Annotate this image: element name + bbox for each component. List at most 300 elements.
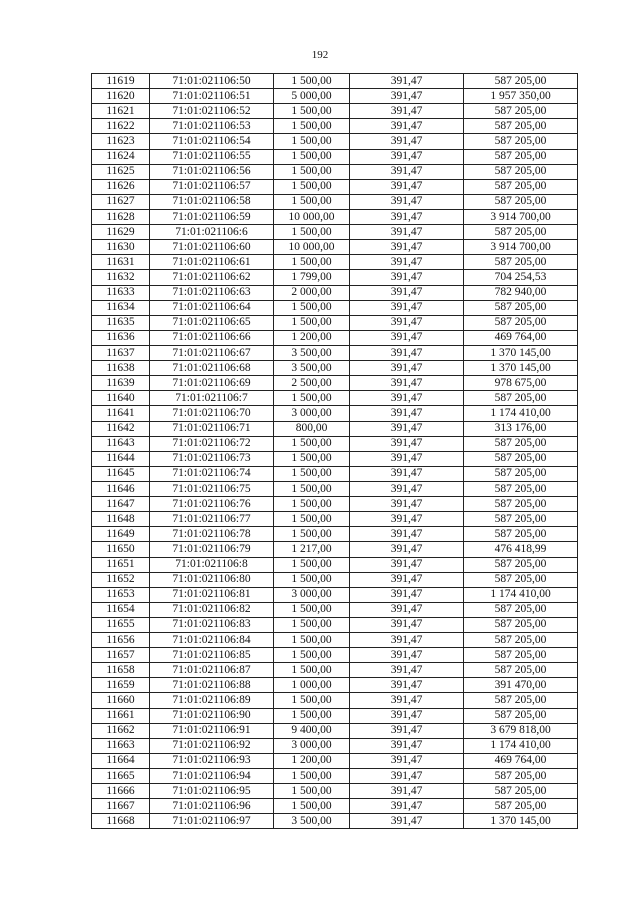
row-number-cell: 11661 — [92, 708, 150, 723]
row-number-cell: 11636 — [92, 330, 150, 345]
area-cell: 1 217,00 — [274, 542, 350, 557]
row-number-cell: 11628 — [92, 209, 150, 224]
table-row — [92, 678, 578, 693]
table-row — [92, 300, 578, 315]
area-cell: 1 500,00 — [274, 436, 350, 451]
area-cell: 9 400,00 — [274, 723, 350, 738]
row-number-cell: 11648 — [92, 512, 150, 527]
value-cell: 587 205,00 — [464, 149, 578, 164]
area-cell: 3 000,00 — [274, 587, 350, 602]
rate-cell: 391,47 — [350, 617, 464, 632]
area-cell: 1 500,00 — [274, 663, 350, 678]
row-number-cell: 11623 — [92, 134, 150, 149]
area-cell: 10 000,00 — [274, 209, 350, 224]
cadastral-number-cell: 71:01:021106:75 — [150, 481, 274, 496]
cadastral-number-cell: 71:01:021106:89 — [150, 693, 274, 708]
cadastral-table — [91, 73, 578, 829]
value-cell: 587 205,00 — [464, 164, 578, 179]
area-cell: 1 500,00 — [274, 602, 350, 617]
row-number-cell: 11645 — [92, 466, 150, 481]
value-cell: 587 205,00 — [464, 633, 578, 648]
value-cell: 587 205,00 — [464, 436, 578, 451]
cadastral-number-cell: 71:01:021106:55 — [150, 149, 274, 164]
cadastral-number-cell: 71:01:021106:64 — [150, 300, 274, 315]
table-row — [92, 512, 578, 527]
table-row — [92, 315, 578, 330]
cadastral-number-cell: 71:01:021106:56 — [150, 164, 274, 179]
rate-cell: 391,47 — [350, 285, 464, 300]
cadastral-number-cell: 71:01:021106:78 — [150, 527, 274, 542]
row-number-cell: 11639 — [92, 376, 150, 391]
row-number-cell: 11634 — [92, 300, 150, 315]
row-number-cell: 11635 — [92, 315, 150, 330]
table-row — [92, 481, 578, 496]
cadastral-number-cell: 71:01:021106:77 — [150, 512, 274, 527]
rate-cell: 391,47 — [350, 225, 464, 240]
cadastral-number-cell: 71:01:021106:88 — [150, 678, 274, 693]
value-cell: 587 205,00 — [464, 784, 578, 799]
cadastral-number-cell: 71:01:021106:66 — [150, 330, 274, 345]
table-row — [92, 572, 578, 587]
table-row — [92, 799, 578, 814]
rate-cell: 391,47 — [350, 557, 464, 572]
row-number-cell: 11627 — [92, 194, 150, 209]
rate-cell: 391,47 — [350, 330, 464, 345]
rate-cell: 391,47 — [350, 693, 464, 708]
cadastral-number-cell: 71:01:021106:90 — [150, 708, 274, 723]
row-number-cell: 11656 — [92, 633, 150, 648]
area-cell: 1 500,00 — [274, 119, 350, 134]
table-row — [92, 633, 578, 648]
row-number-cell: 11632 — [92, 270, 150, 285]
row-number-cell: 11640 — [92, 391, 150, 406]
cadastral-number-cell: 71:01:021106:6 — [150, 225, 274, 240]
row-number-cell: 11654 — [92, 602, 150, 617]
row-number-cell: 11666 — [92, 784, 150, 799]
rate-cell: 391,47 — [350, 361, 464, 376]
area-cell: 1 500,00 — [274, 648, 350, 663]
area-cell: 1 799,00 — [274, 270, 350, 285]
table-row — [92, 89, 578, 104]
rate-cell: 391,47 — [350, 723, 464, 738]
area-cell: 2 000,00 — [274, 285, 350, 300]
rate-cell: 391,47 — [350, 527, 464, 542]
area-cell: 1 500,00 — [274, 769, 350, 784]
value-cell: 704 254,53 — [464, 270, 578, 285]
rate-cell: 391,47 — [350, 119, 464, 134]
rate-cell: 391,47 — [350, 89, 464, 104]
cadastral-number-cell: 71:01:021106:91 — [150, 723, 274, 738]
value-cell: 587 205,00 — [464, 74, 578, 89]
cadastral-number-cell: 71:01:021106:63 — [150, 285, 274, 300]
rate-cell: 391,47 — [350, 784, 464, 799]
area-cell: 3 000,00 — [274, 738, 350, 753]
rate-cell: 391,47 — [350, 300, 464, 315]
rate-cell: 391,47 — [350, 209, 464, 224]
rate-cell: 391,47 — [350, 134, 464, 149]
value-cell: 313 176,00 — [464, 421, 578, 436]
row-number-cell: 11643 — [92, 436, 150, 451]
value-cell: 587 205,00 — [464, 708, 578, 723]
rate-cell: 391,47 — [350, 708, 464, 723]
table-row — [92, 557, 578, 572]
rate-cell: 391,47 — [350, 633, 464, 648]
area-cell: 1 500,00 — [274, 784, 350, 799]
rate-cell: 391,47 — [350, 194, 464, 209]
row-number-cell: 11638 — [92, 361, 150, 376]
table-row — [92, 330, 578, 345]
rate-cell: 391,47 — [350, 512, 464, 527]
table-row — [92, 466, 578, 481]
value-cell: 587 205,00 — [464, 557, 578, 572]
cadastral-number-cell: 71:01:021106:57 — [150, 179, 274, 194]
value-cell: 587 205,00 — [464, 481, 578, 496]
value-cell: 469 764,00 — [464, 753, 578, 768]
area-cell: 1 500,00 — [274, 391, 350, 406]
cadastral-number-cell: 71:01:021106:84 — [150, 633, 274, 648]
value-cell: 587 205,00 — [464, 663, 578, 678]
rate-cell: 391,47 — [350, 421, 464, 436]
row-number-cell: 11625 — [92, 164, 150, 179]
area-cell: 5 000,00 — [274, 89, 350, 104]
value-cell: 587 205,00 — [464, 527, 578, 542]
value-cell: 587 205,00 — [464, 648, 578, 663]
area-cell: 1 500,00 — [274, 74, 350, 89]
table-row — [92, 179, 578, 194]
rate-cell: 391,47 — [350, 104, 464, 119]
table-row — [92, 240, 578, 255]
table-row — [92, 451, 578, 466]
value-cell: 1 370 145,00 — [464, 361, 578, 376]
area-cell: 800,00 — [274, 421, 350, 436]
value-cell: 587 205,00 — [464, 104, 578, 119]
cadastral-number-cell: 71:01:021106:74 — [150, 466, 274, 481]
rate-cell: 391,47 — [350, 376, 464, 391]
area-cell: 1 500,00 — [274, 315, 350, 330]
table-row — [92, 119, 578, 134]
row-number-cell: 11620 — [92, 89, 150, 104]
area-cell: 1 500,00 — [274, 149, 350, 164]
rate-cell: 391,47 — [350, 738, 464, 753]
rate-cell: 391,47 — [350, 240, 464, 255]
area-cell: 3 500,00 — [274, 361, 350, 376]
row-number-cell: 11650 — [92, 542, 150, 557]
rate-cell: 391,47 — [350, 149, 464, 164]
table-row — [92, 225, 578, 240]
value-cell: 1 370 145,00 — [464, 345, 578, 360]
area-cell: 1 500,00 — [274, 179, 350, 194]
area-cell: 1 500,00 — [274, 708, 350, 723]
cadastral-number-cell: 71:01:021106:87 — [150, 663, 274, 678]
value-cell: 587 205,00 — [464, 134, 578, 149]
cadastral-number-cell: 71:01:021106:73 — [150, 451, 274, 466]
row-number-cell: 11621 — [92, 104, 150, 119]
value-cell: 587 205,00 — [464, 391, 578, 406]
area-cell: 1 500,00 — [274, 557, 350, 572]
rate-cell: 391,47 — [350, 466, 464, 481]
cadastral-number-cell: 71:01:021106:69 — [150, 376, 274, 391]
value-cell: 587 205,00 — [464, 497, 578, 512]
table-row — [92, 648, 578, 663]
row-number-cell: 11646 — [92, 481, 150, 496]
cadastral-number-cell: 71:01:021106:83 — [150, 617, 274, 632]
rate-cell: 391,47 — [350, 345, 464, 360]
rate-cell: 391,47 — [350, 270, 464, 285]
table-row — [92, 345, 578, 360]
row-number-cell: 11624 — [92, 149, 150, 164]
table-row — [92, 194, 578, 209]
cadastral-number-cell: 71:01:021106:85 — [150, 648, 274, 663]
table-row — [92, 285, 578, 300]
rate-cell: 391,47 — [350, 164, 464, 179]
cadastral-number-cell: 71:01:021106:70 — [150, 406, 274, 421]
row-number-cell: 11660 — [92, 693, 150, 708]
row-number-cell: 11649 — [92, 527, 150, 542]
area-cell: 2 500,00 — [274, 376, 350, 391]
value-cell: 587 205,00 — [464, 617, 578, 632]
rate-cell: 391,47 — [350, 391, 464, 406]
rate-cell: 391,47 — [350, 663, 464, 678]
row-number-cell: 11637 — [92, 345, 150, 360]
value-cell: 587 205,00 — [464, 315, 578, 330]
value-cell: 3 914 700,00 — [464, 240, 578, 255]
area-cell: 1 500,00 — [274, 134, 350, 149]
table-row — [92, 527, 578, 542]
row-number-cell: 11633 — [92, 285, 150, 300]
value-cell: 1 174 410,00 — [464, 738, 578, 753]
area-cell: 3 500,00 — [274, 345, 350, 360]
area-cell: 1 500,00 — [274, 527, 350, 542]
row-number-cell: 11644 — [92, 451, 150, 466]
value-cell: 587 205,00 — [464, 512, 578, 527]
value-cell: 1 957 350,00 — [464, 89, 578, 104]
table-row — [92, 542, 578, 557]
area-cell: 1 500,00 — [274, 466, 350, 481]
cadastral-number-cell: 71:01:021106:79 — [150, 542, 274, 557]
row-number-cell: 11642 — [92, 421, 150, 436]
rate-cell: 391,47 — [350, 814, 464, 829]
cadastral-number-cell: 71:01:021106:60 — [150, 240, 274, 255]
row-number-cell: 11641 — [92, 406, 150, 421]
cadastral-number-cell: 71:01:021106:71 — [150, 421, 274, 436]
table-body — [92, 74, 578, 829]
cadastral-number-cell: 71:01:021106:67 — [150, 345, 274, 360]
row-number-cell: 11626 — [92, 179, 150, 194]
value-cell: 587 205,00 — [464, 799, 578, 814]
rate-cell: 391,47 — [350, 74, 464, 89]
area-cell: 1 500,00 — [274, 104, 350, 119]
table-row — [92, 421, 578, 436]
area-cell: 1 500,00 — [274, 300, 350, 315]
table-row — [92, 361, 578, 376]
row-number-cell: 11667 — [92, 799, 150, 814]
value-cell: 3 679 818,00 — [464, 723, 578, 738]
area-cell: 3 500,00 — [274, 814, 350, 829]
rate-cell: 391,47 — [350, 179, 464, 194]
area-cell: 1 500,00 — [274, 617, 350, 632]
page-number: 192 — [311, 49, 329, 61]
cadastral-number-cell: 71:01:021106:52 — [150, 104, 274, 119]
table-row — [92, 436, 578, 451]
cadastral-number-cell: 71:01:021106:92 — [150, 738, 274, 753]
table-row — [92, 708, 578, 723]
row-number-cell: 11629 — [92, 225, 150, 240]
rate-cell: 391,47 — [350, 436, 464, 451]
cadastral-number-cell: 71:01:021106:96 — [150, 799, 274, 814]
row-number-cell: 11652 — [92, 572, 150, 587]
table-row — [92, 74, 578, 89]
rate-cell: 391,47 — [350, 572, 464, 587]
area-cell: 1 500,00 — [274, 451, 350, 466]
value-cell: 587 205,00 — [464, 179, 578, 194]
row-number-cell: 11662 — [92, 723, 150, 738]
table-row — [92, 784, 578, 799]
row-number-cell: 11631 — [92, 255, 150, 270]
table-row — [92, 391, 578, 406]
rate-cell: 391,47 — [350, 753, 464, 768]
row-number-cell: 11668 — [92, 814, 150, 829]
value-cell: 469 764,00 — [464, 330, 578, 345]
cadastral-number-cell: 71:01:021106:61 — [150, 255, 274, 270]
cadastral-number-cell: 71:01:021106:76 — [150, 497, 274, 512]
table-row — [92, 769, 578, 784]
cadastral-number-cell: 71:01:021106:95 — [150, 784, 274, 799]
cadastral-number-cell: 71:01:021106:94 — [150, 769, 274, 784]
area-cell: 1 500,00 — [274, 497, 350, 512]
value-cell: 587 205,00 — [464, 119, 578, 134]
table-row — [92, 814, 578, 829]
table-row — [92, 693, 578, 708]
table-row — [92, 738, 578, 753]
value-cell: 587 205,00 — [464, 194, 578, 209]
rate-cell: 391,47 — [350, 315, 464, 330]
area-cell: 1 200,00 — [274, 330, 350, 345]
rate-cell: 391,47 — [350, 648, 464, 663]
row-number-cell: 11658 — [92, 663, 150, 678]
value-cell: 782 940,00 — [464, 285, 578, 300]
row-number-cell: 11630 — [92, 240, 150, 255]
area-cell: 1 500,00 — [274, 512, 350, 527]
area-cell: 10 000,00 — [274, 240, 350, 255]
value-cell: 587 205,00 — [464, 769, 578, 784]
value-cell: 978 675,00 — [464, 376, 578, 391]
area-cell: 1 500,00 — [274, 481, 350, 496]
area-cell: 1 500,00 — [274, 693, 350, 708]
area-cell: 1 500,00 — [274, 633, 350, 648]
rate-cell: 391,47 — [350, 799, 464, 814]
rate-cell: 391,47 — [350, 587, 464, 602]
value-cell: 587 205,00 — [464, 300, 578, 315]
value-cell: 587 205,00 — [464, 693, 578, 708]
rate-cell: 391,47 — [350, 451, 464, 466]
cadastral-number-cell: 71:01:021106:62 — [150, 270, 274, 285]
rate-cell: 391,47 — [350, 678, 464, 693]
cadastral-number-cell: 71:01:021106:65 — [150, 315, 274, 330]
cadastral-number-cell: 71:01:021106:53 — [150, 119, 274, 134]
cadastral-number-cell: 71:01:021106:97 — [150, 814, 274, 829]
cadastral-number-cell: 71:01:021106:93 — [150, 753, 274, 768]
table-row — [92, 164, 578, 179]
rate-cell: 391,47 — [350, 497, 464, 512]
rate-cell: 391,47 — [350, 481, 464, 496]
cadastral-number-cell: 71:01:021106:72 — [150, 436, 274, 451]
row-number-cell: 11653 — [92, 587, 150, 602]
cadastral-number-cell: 71:01:021106:81 — [150, 587, 274, 602]
table-row — [92, 149, 578, 164]
value-cell: 1 370 145,00 — [464, 814, 578, 829]
value-cell: 476 418,99 — [464, 542, 578, 557]
value-cell: 587 205,00 — [464, 225, 578, 240]
table-row — [92, 602, 578, 617]
table-row — [92, 134, 578, 149]
table-row — [92, 255, 578, 270]
area-cell: 1 500,00 — [274, 572, 350, 587]
table-row — [92, 209, 578, 224]
cadastral-number-cell: 71:01:021106:50 — [150, 74, 274, 89]
table-row — [92, 104, 578, 119]
row-number-cell: 11664 — [92, 753, 150, 768]
row-number-cell: 11657 — [92, 648, 150, 663]
value-cell: 1 174 410,00 — [464, 587, 578, 602]
table-row — [92, 406, 578, 421]
area-cell: 1 500,00 — [274, 799, 350, 814]
area-cell: 1 500,00 — [274, 164, 350, 179]
cadastral-number-cell: 71:01:021106:82 — [150, 602, 274, 617]
rate-cell: 391,47 — [350, 542, 464, 557]
table-row — [92, 270, 578, 285]
row-number-cell: 11647 — [92, 497, 150, 512]
value-cell: 587 205,00 — [464, 451, 578, 466]
cadastral-number-cell: 71:01:021106:8 — [150, 557, 274, 572]
cadastral-number-cell: 71:01:021106:54 — [150, 134, 274, 149]
row-number-cell: 11665 — [92, 769, 150, 784]
rate-cell: 391,47 — [350, 769, 464, 784]
rate-cell: 391,47 — [350, 406, 464, 421]
row-number-cell: 11663 — [92, 738, 150, 753]
rate-cell: 391,47 — [350, 602, 464, 617]
value-cell: 3 914 700,00 — [464, 209, 578, 224]
cadastral-number-cell: 71:01:021106:80 — [150, 572, 274, 587]
row-number-cell: 11651 — [92, 557, 150, 572]
value-cell: 587 205,00 — [464, 255, 578, 270]
area-cell: 1 200,00 — [274, 753, 350, 768]
cadastral-number-cell: 71:01:021106:51 — [150, 89, 274, 104]
area-cell: 1 500,00 — [274, 194, 350, 209]
cadastral-number-cell: 71:01:021106:68 — [150, 361, 274, 376]
table-row — [92, 663, 578, 678]
table-row — [92, 587, 578, 602]
row-number-cell: 11655 — [92, 617, 150, 632]
area-cell: 1 000,00 — [274, 678, 350, 693]
area-cell: 3 000,00 — [274, 406, 350, 421]
table-row — [92, 376, 578, 391]
value-cell: 391 470,00 — [464, 678, 578, 693]
cadastral-number-cell: 71:01:021106:58 — [150, 194, 274, 209]
area-cell: 1 500,00 — [274, 255, 350, 270]
value-cell: 587 205,00 — [464, 466, 578, 481]
value-cell: 587 205,00 — [464, 572, 578, 587]
area-cell: 1 500,00 — [274, 225, 350, 240]
table-row — [92, 753, 578, 768]
cadastral-number-cell: 71:01:021106:59 — [150, 209, 274, 224]
value-cell: 587 205,00 — [464, 602, 578, 617]
table-row — [92, 497, 578, 512]
row-number-cell: 11622 — [92, 119, 150, 134]
row-number-cell: 11659 — [92, 678, 150, 693]
row-number-cell: 11619 — [92, 74, 150, 89]
rate-cell: 391,47 — [350, 255, 464, 270]
table-row — [92, 723, 578, 738]
